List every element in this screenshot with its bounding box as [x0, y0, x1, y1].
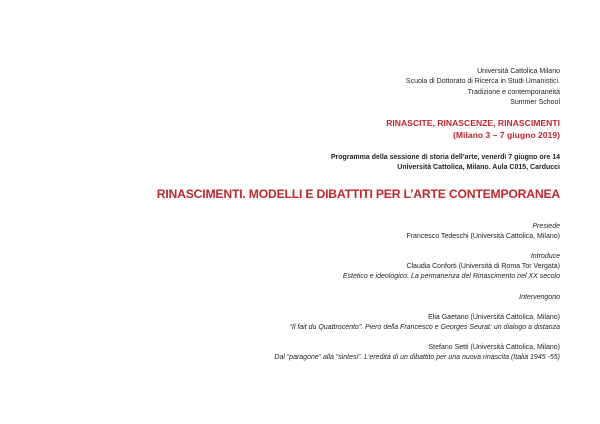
- school-subtitle: Tradizione e contemporaneità: [467, 88, 560, 96]
- introduce-talk: Estetico e ideologico. La permanenza del Rinascimento nel XX secolo: [342, 273, 560, 280]
- event-title: RINASCITE, RINASCENZE, RINASCIMENTI: [386, 118, 560, 128]
- presiede-label: Presiede: [532, 223, 560, 230]
- presiede-name: Francesco Tedeschi (Università Cattolica, Milano): [406, 233, 560, 240]
- event-dates: (Milano 3 – 7 giugno 2019): [453, 129, 560, 140]
- speaker-1-talk: “Il fait du Quattrocento”. Piero della Francesco e Georges Seurat: un dialogo a distanza: [289, 324, 560, 331]
- introduce-name: Claudia Conforti (Università di Roma Tor Vergata): [406, 263, 560, 270]
- university-name: Università Cattolica Milano: [477, 68, 560, 75]
- program-block: [331, 153, 560, 172]
- header-block: [406, 67, 560, 108]
- session-title: RINASCIMENTI. MODELLI E DIBATTITI PER L’ARTE CONTEMPORANEA: [156, 187, 560, 201]
- introduce-label: Introduce: [530, 253, 560, 260]
- program-line-2: Università Cattolica, Milano. Aula C015, Carducci: [397, 163, 560, 171]
- speaker-1-name: Elia Gaetano (Università Cattolica, Milano): [428, 314, 560, 321]
- program-line-1: Programma della sessione di storia dell’arte, venerdì 7 giugno ore 14: [330, 154, 560, 161]
- intervengono-label: Intervengono: [519, 294, 560, 301]
- speaker-2-name: Stefano Setti (Università Cattolica, Milano): [428, 344, 560, 351]
- speaker-2-talk: Dal “paragone” alla “sintesi”. L’eredità di un dibattito per una nuova rinascita (Italia 1945 -55): [274, 354, 560, 361]
- event-title-block: [386, 118, 560, 141]
- event-type: Summer School: [510, 98, 560, 106]
- doctoral-school: Scuola di Dottorato di Ricerca in Studi Umanistici.: [405, 78, 560, 86]
